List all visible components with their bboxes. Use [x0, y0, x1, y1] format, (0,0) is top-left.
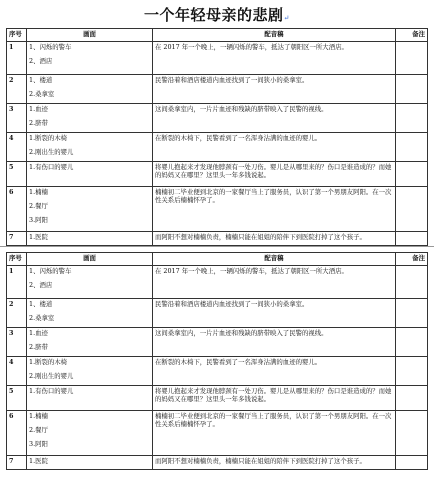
caption-cell [153, 187, 396, 232]
scene-line: 2.餐厅 [29, 202, 48, 210]
caption-cell [153, 232, 396, 246]
row-number: 2 [7, 299, 27, 328]
note-cell [396, 386, 428, 411]
row-number: 5 [7, 386, 27, 411]
note-cell [396, 104, 428, 133]
scene-line: 1、闪烁的警车 [29, 43, 72, 51]
table-row [7, 411, 428, 456]
row-number: 5 [7, 162, 27, 187]
caption-text: 将婴儿抱起来才发现他脖颈有一处刀伤。婴儿是从哪里来的？伤口是谁造成的？而她的妈妈又在哪里？这里头一年多钱说起。 [155, 163, 392, 179]
scene-cell [27, 411, 153, 456]
scene-cell [27, 266, 153, 299]
scene-cell [27, 133, 153, 162]
caption-text: 民警沿着和酒店楼道内血迹找到了一间狭小的桑拿室。 [155, 300, 309, 308]
caption-cell [153, 456, 396, 470]
scene-cell [27, 299, 153, 328]
col-header-no: 序号 [7, 253, 27, 266]
caption-cell [153, 266, 396, 299]
scene-line: 3.阿阳 [29, 216, 48, 224]
scene-line: 2.脐带 [29, 343, 48, 351]
caption-cell [153, 75, 396, 104]
col-header-note: 备注 [396, 29, 428, 42]
table-row [7, 232, 428, 246]
col-header-caption: 配音稿 [153, 253, 396, 266]
caption-cell [153, 411, 396, 456]
scene-cell [27, 232, 153, 246]
scene-line: 2.餐厅 [29, 426, 48, 434]
scene-cell [27, 162, 153, 187]
row-number: 1 [7, 42, 27, 75]
row-number: 7 [7, 456, 27, 470]
scene-cell [27, 104, 153, 133]
col-header-scene: 画面 [27, 29, 153, 42]
row-number: 4 [7, 133, 27, 162]
row-number: 4 [7, 357, 27, 386]
row-number: 7 [7, 232, 27, 246]
note-cell [396, 328, 428, 357]
scene-line: 1.楠楠 [29, 412, 48, 420]
col-header-note: 备注 [396, 253, 428, 266]
page-title: 一个年轻母亲的悲剧↵ [144, 6, 290, 24]
scene-cell [27, 187, 153, 232]
scene-line: 1、楼道 [29, 300, 53, 308]
scene-cell [27, 75, 153, 104]
row-number: 6 [7, 411, 27, 456]
scene-line: 2.脐带 [29, 119, 48, 127]
scene-line: 2.刚出生的婴儿 [29, 372, 74, 380]
caption-text: 在 2017 年一个晚上，一辆闪烁的警车，抵达了朝阳区一所大酒店。 [155, 267, 348, 275]
row-number: 3 [7, 104, 27, 133]
scene-line: 1.医院 [29, 233, 48, 241]
table-row [7, 357, 428, 386]
caption-text: 这间桑拿室内，一片片血迹和残缺的脐带映入了民警的视线。 [155, 105, 328, 113]
storyboard-table [6, 28, 428, 246]
note-cell [396, 133, 428, 162]
caption-cell [153, 299, 396, 328]
caption-cell [153, 386, 396, 411]
caption-text: 在断裂的木椅下，民警看到了一名浑身沾满的血迹的婴儿。 [155, 358, 322, 366]
storyboard-table [6, 252, 428, 470]
scene-line: 1.断裂的木椅 [29, 358, 68, 366]
table-row [7, 162, 428, 187]
row-number: 3 [7, 328, 27, 357]
caption-cell [153, 357, 396, 386]
row-number: 6 [7, 187, 27, 232]
scene-cell [27, 42, 153, 75]
table-row [7, 456, 428, 470]
caption-text: 这间桑拿室内，一片片血迹和残缺的脐带映入了民警的视线。 [155, 329, 328, 337]
note-cell [396, 456, 428, 470]
scene-line: 2.刚出生的婴儿 [29, 148, 74, 156]
scene-line: 1、闪烁的警车 [29, 267, 72, 275]
col-header-no: 序号 [7, 29, 27, 42]
caption-text: 在断裂的木椅下，民警看到了一名浑身沾满的血迹的婴儿。 [155, 134, 322, 142]
row-number: 1 [7, 266, 27, 299]
note-cell [396, 162, 428, 187]
table-row [7, 386, 428, 411]
scene-cell [27, 456, 153, 470]
scene-line: 2.桑拿室 [29, 314, 55, 322]
caption-cell [153, 162, 396, 187]
note-cell [396, 232, 428, 246]
table-row [7, 187, 428, 232]
caption-text: 而阿阳不想对楠楠负责，楠楠只能在姐姐的陪伴下到医院打掉了这个孩子。 [155, 233, 366, 241]
scene-line: 2.桑拿室 [29, 90, 55, 98]
note-cell [396, 357, 428, 386]
row-number: 2 [7, 75, 27, 104]
scene-line: 1.有伤口的婴儿 [29, 387, 74, 395]
table-row [7, 42, 428, 75]
caption-cell [153, 133, 396, 162]
scene-line: 1.有伤口的婴儿 [29, 163, 74, 171]
caption-text: 而阿阳不想对楠楠负责，楠楠只能在姐姐的陪伴下到医院打掉了这个孩子。 [155, 457, 366, 465]
table-row [7, 328, 428, 357]
table-row [7, 266, 428, 299]
caption-text: 民警沿着和酒店楼道内血迹找到了一间狭小的桑拿室。 [155, 76, 309, 84]
scene-line: 1.血迹 [29, 329, 48, 337]
scene-line: 3.阿阳 [29, 440, 48, 448]
scene-cell [27, 328, 153, 357]
scene-line: 1、楼道 [29, 76, 53, 84]
header-row [7, 253, 428, 266]
caption-text: 将婴儿抱起来才发现他脖颈有一处刀伤。婴儿是从哪里来的？伤口是谁造成的？而她的妈妈又在哪里？这里头一年多钱说起。 [155, 387, 392, 403]
note-cell [396, 411, 428, 456]
note-cell [396, 42, 428, 75]
caption-cell [153, 104, 396, 133]
scene-cell [27, 386, 153, 411]
scene-line: 1.血迹 [29, 105, 48, 113]
header-row [7, 29, 428, 42]
table-row [7, 75, 428, 104]
scene-line: 1.医院 [29, 457, 48, 465]
scene-cell [27, 357, 153, 386]
table-row [7, 133, 428, 162]
note-cell [396, 75, 428, 104]
caption-text: 楠楠初二毕业便到北京的一家餐厅当上了服务员，认识了第一个男朋友阿阳。在一次性关系后楠楠怀孕了。 [155, 188, 392, 204]
caption-cell [153, 42, 396, 75]
note-cell [396, 266, 428, 299]
table-row [7, 104, 428, 133]
scene-line: 2、酒店 [29, 281, 53, 289]
col-header-scene: 画面 [27, 253, 153, 266]
scene-line: 1.楠楠 [29, 188, 48, 196]
scene-line: 2、酒店 [29, 57, 53, 65]
scene-line: 1.断裂的木椅 [29, 134, 68, 142]
caption-text: 楠楠初二毕业便到北京的一家餐厅当上了服务员，认识了第一个男朋友阿阳。在一次性关系后楠楠怀孕了。 [155, 412, 392, 428]
note-cell [396, 187, 428, 232]
caption-cell [153, 328, 396, 357]
note-cell [396, 299, 428, 328]
table-row [7, 299, 428, 328]
section-divider [0, 246, 434, 247]
col-header-caption: 配音稿 [153, 29, 396, 42]
caption-text: 在 2017 年一个晚上，一辆闪烁的警车，抵达了朝阳区一所大酒店。 [155, 43, 348, 51]
